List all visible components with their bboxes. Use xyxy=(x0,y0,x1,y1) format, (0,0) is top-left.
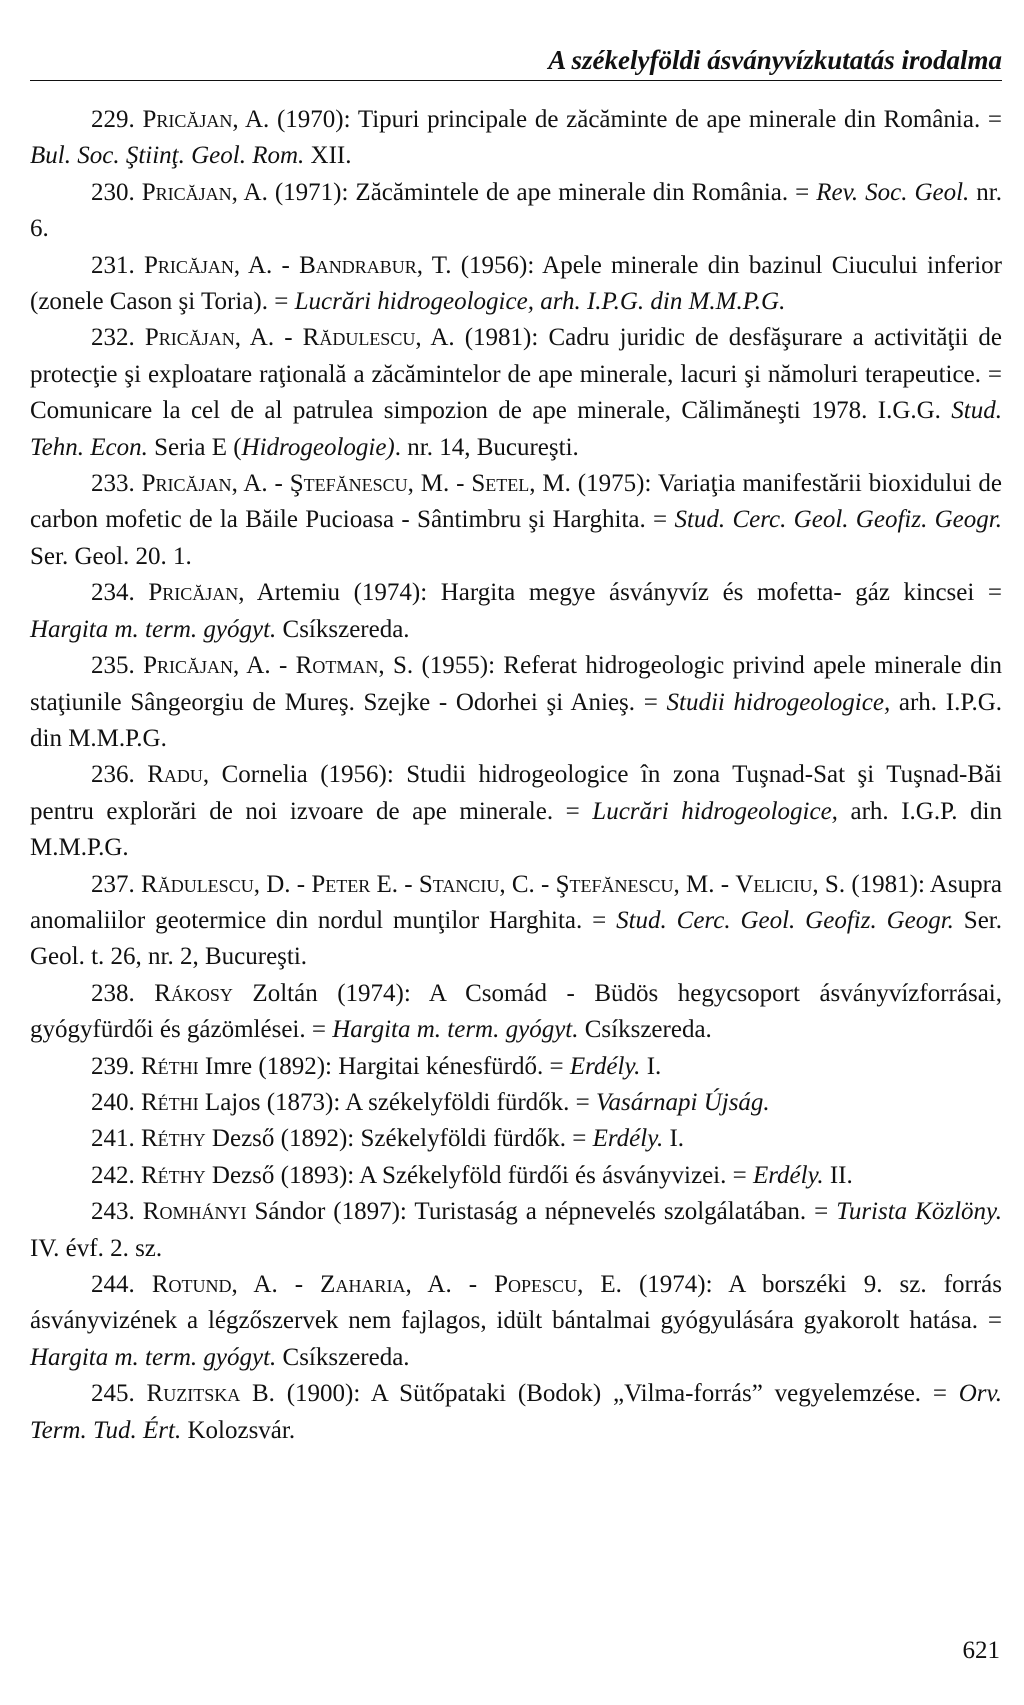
entry-text: Dezső (1892): Székelyföldi fürdők. = xyxy=(205,1125,593,1153)
author-name: Peter xyxy=(311,870,371,898)
source-title: Vasárnapi Újság. xyxy=(596,1088,770,1116)
bibliography-entry xyxy=(30,1376,1002,1449)
bibliography-entry xyxy=(30,1158,1002,1194)
author-name: Popescu xyxy=(494,1271,578,1298)
author-name: Rădulescu xyxy=(141,870,254,898)
bibliography-entry xyxy=(30,1085,1002,1121)
author-name: Pricăjan xyxy=(148,579,239,607)
entry-number: 244. xyxy=(91,1271,135,1298)
entry-text: , A. - xyxy=(405,1271,495,1298)
entry-number: 238. xyxy=(91,979,135,1007)
author-name: Réthi xyxy=(141,1052,199,1080)
source-title: Studii hidrogeologice, xyxy=(666,688,891,716)
entry-text: , C. - xyxy=(499,870,556,898)
author-name: Rădulescu xyxy=(302,324,416,352)
author-name: Rotman xyxy=(295,652,379,680)
author-name: Réthy xyxy=(141,1125,206,1153)
entry-text: , A. (1970): Tipuri principale de zăcăminte de ape minerale din România. = xyxy=(232,106,1003,133)
entry-number: 229. xyxy=(91,106,135,133)
source-title: Hargita m. term. gyógyt. xyxy=(30,615,277,643)
bibliography-entry xyxy=(30,575,1002,648)
author-name: Pricăjan xyxy=(142,106,233,133)
author-name: Pricăjan xyxy=(143,652,234,680)
entry-text: . nr. 14, Bucureşti. xyxy=(394,433,579,461)
entry-text: E. - xyxy=(370,870,419,898)
author-name: Radu xyxy=(147,761,203,789)
entry-text: , S. (1955): Referat hidrogeologic privind apele minerale din staţiunile Sângeorgiu de Mureş. Szejke - Odorhei şi Anieş. = xyxy=(30,652,1003,716)
entry-number: 233. xyxy=(91,470,135,498)
entry-number: 242. xyxy=(91,1161,135,1189)
entry-text: Ser. Geol. 20. 1. xyxy=(30,542,192,570)
entry-text: , S. (1981): Asupra anomaliilor geotermice din nordul munţilor Harghita. = xyxy=(30,870,1003,934)
bibliography-entry xyxy=(30,648,1002,757)
bibliography-entry xyxy=(30,175,1002,248)
entry-number: 241. xyxy=(91,1125,135,1153)
entry-text: Csíkszereda. xyxy=(276,615,410,643)
bibliography-entry xyxy=(30,1049,1002,1085)
entry-text: , Artemiu (1974): Hargita megye ásványvíz és mofetta- gáz kincsei = xyxy=(238,579,1002,607)
entry-text: arh. I.P.G. din M.M.P.G. xyxy=(30,688,1003,752)
entry-text: , A. - xyxy=(231,470,290,498)
author-name: Veliciu xyxy=(735,870,813,898)
entry-text: , A. - xyxy=(231,1271,321,1298)
author-name: Setel xyxy=(471,470,530,498)
author-name: Ştefănescu xyxy=(289,470,408,498)
entry-text: nr. 6. xyxy=(30,178,1002,243)
entry-text: , A. - xyxy=(233,652,296,680)
entry-text: Sándor (1897): Turistaság a népnevelés szolgálatában. = xyxy=(246,1198,837,1226)
entry-text: I. xyxy=(663,1125,685,1153)
bibliography-entry xyxy=(30,248,1002,321)
entry-number: 234. xyxy=(91,579,135,607)
entry-text: B. (1900): A Sütőpataki (Bodok) „Vilma-forrás” vegyelemzése. = xyxy=(240,1380,959,1408)
bibliography-entry xyxy=(30,466,1002,575)
entry-text: I. xyxy=(640,1052,662,1080)
bibliography-entry xyxy=(30,867,1002,976)
author-name: Pricăjan xyxy=(141,470,232,498)
entry-text: , M. (1975): Variaţia manifestării bioxidului de carbon mofetic de la Băile Pucioasa - Sântimbru şi Harghita. = xyxy=(30,470,1003,534)
entry-text: Kolozsvár. xyxy=(181,1416,296,1444)
entry-number: 237. xyxy=(91,870,135,898)
entry-text: II. xyxy=(823,1161,853,1189)
entry-text: , T. (1956): Apele minerale din bazinul Ciucului inferior (zonele Cason şi Toria). = xyxy=(30,251,1003,316)
source-title: Erdély. xyxy=(569,1052,641,1080)
author-name: Romhányi xyxy=(142,1198,247,1226)
entry-text: , E. (1974): A borszéki 9. sz. forrás ásványvizének a légzőszervek nem fajlagos, idült bántalmai gyógyulására gyakorolt hatása. = xyxy=(30,1271,1002,1335)
entry-text: , A. - xyxy=(233,251,300,279)
entry-text: Dezső (1893): A Székelyföld fürdői és ásványvizei. = xyxy=(205,1161,753,1189)
entry-number: 240. xyxy=(91,1088,135,1116)
source-title: Stud. Cerc. Geol. Geofiz. Geogr. xyxy=(674,506,1002,534)
source-title: Stud. Tehn. Econ. xyxy=(30,397,1002,461)
author-name: Ruzitska xyxy=(146,1380,241,1408)
entry-text: , M. - xyxy=(407,470,472,498)
entry-text: , Cornelia (1956): Studii hidrogeologice în zona Tuşnad-Sat şi Tuşnad-Băi pentru explorări de noi izvoare de ape minerale. = xyxy=(30,761,1003,825)
entry-number: 230. xyxy=(91,178,135,206)
entry-number: 243. xyxy=(91,1198,135,1226)
author-name: Réthi xyxy=(141,1088,199,1116)
entry-number: 231. xyxy=(91,251,135,279)
source-title: Hidrogeologie) xyxy=(241,433,395,461)
entry-number: 236. xyxy=(91,761,135,789)
author-name: Rákosy xyxy=(154,979,233,1007)
bibliography-entry xyxy=(30,976,1002,1049)
author-name: Pricăjan xyxy=(141,178,232,206)
entry-text: Lajos (1873): A székelyföldi fürdők. = xyxy=(198,1088,597,1116)
entry-text: , A. (1971): Zăcămintele de ape minerale din România. = xyxy=(231,178,817,206)
entry-text: arh. I.G.P. din M.M.P.G. xyxy=(30,797,1002,862)
source-title: Erdély. xyxy=(752,1161,824,1189)
bibliography-entry xyxy=(30,1121,1002,1157)
source-title: Bul. Soc. Ştiinţ. Geol. Rom. xyxy=(30,142,305,170)
source-title: Hargita m. term. gyógyt. xyxy=(30,1343,277,1371)
page-number: 621 xyxy=(962,1637,1000,1664)
entry-text: , D. - xyxy=(253,870,312,898)
bibliography-entry xyxy=(30,102,1002,175)
bibliography-entry xyxy=(30,757,1002,866)
running-head: A székelyföldi ásványvízkutatás irodalma xyxy=(548,45,1002,75)
source-title: Rev. Soc. Geol. xyxy=(816,178,970,206)
author-name: Bandrabur xyxy=(299,251,417,279)
entry-text: , M. - xyxy=(673,870,736,898)
entry-text: , A. (1981): Cadru juridic de desfăşurare a activităţii de protecţie şi exploatare raţională a zăcămintelor de ape minerale, lacuri şi nămoluri terapeutice. = Comunicare la cel de al patrulea simpozion de ape minerale, Călimăneşti 1978. I.G.G. xyxy=(30,324,1002,425)
source-title: Lucrări hidrogeologice, arh. I.P.G. din M.M.P.G. xyxy=(294,288,786,316)
author-name: Réthy xyxy=(141,1161,206,1189)
entry-number: 232. xyxy=(91,324,135,352)
source-title: Erdély. xyxy=(592,1125,664,1153)
author-name: Ştefănescu xyxy=(555,870,674,898)
entry-number: 235. xyxy=(91,652,135,680)
bibliography-entry xyxy=(30,320,1002,466)
entry-text: Csíkszereda. xyxy=(276,1343,410,1371)
author-name: Stanciu xyxy=(418,870,500,898)
source-title: Lucrări hidrogeologice, xyxy=(592,797,838,825)
bibliography-entry xyxy=(30,1267,1002,1376)
source-title: Turista Közlöny. xyxy=(836,1198,1002,1226)
entry-number: 245. xyxy=(91,1380,135,1408)
entry-text: XII. xyxy=(304,142,352,170)
author-name: Rotund xyxy=(151,1271,232,1298)
bibliography-list xyxy=(30,102,1002,1449)
entry-text: Seria E ( xyxy=(147,433,242,461)
entry-text: , A. - xyxy=(234,324,303,352)
entry-text: Ser. Geol. t. 26, nr. 2, Bucureşti. xyxy=(30,906,1003,971)
header-rule xyxy=(30,80,1002,81)
author-name: Pricăjan xyxy=(144,324,235,352)
entry-text: Csíkszereda. xyxy=(578,1016,712,1044)
entry-text: IV. évf. 2. sz. xyxy=(30,1234,163,1262)
bibliography-entry xyxy=(30,1194,1002,1267)
source-title: Orv. Term. Tud. Ért. xyxy=(30,1380,1003,1444)
entry-number: 239. xyxy=(91,1052,135,1080)
source-title: Stud. Cerc. Geol. Geofiz. Geogr. xyxy=(616,906,954,934)
author-name: Pricăjan xyxy=(143,251,234,279)
entry-text: Imre (1892): Hargitai kénesfürdő. = xyxy=(198,1052,570,1080)
entry-text: Zoltán (1974): A Csomád - Büdös hegycsoport ásványvízforrásai, gyógyfürdői és gázömlései. = xyxy=(30,979,1002,1044)
author-name: Zaharia xyxy=(320,1271,406,1298)
source-title: Hargita m. term. gyógyt. xyxy=(332,1016,579,1044)
